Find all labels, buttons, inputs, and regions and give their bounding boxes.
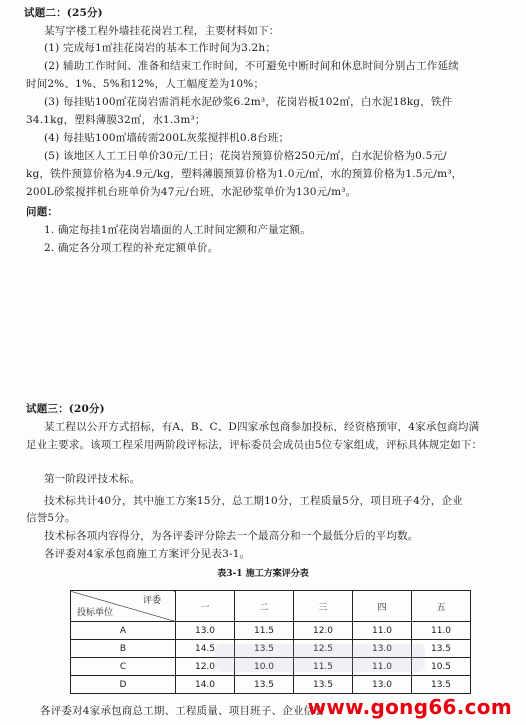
score-cell: 14.5 <box>176 640 235 658</box>
question3-title: 试题三：(20分) <box>26 403 105 415</box>
score-cell: 13.0 <box>353 676 412 694</box>
score-cell: 10.5 <box>412 658 471 676</box>
questions-label: 问题： <box>26 206 59 218</box>
question2-item-4: (4) 每挂贴100㎡墙砖需200L灰浆搅拌机0.8台班； <box>44 132 290 144</box>
corner-label-judges: 评委 <box>142 596 161 606</box>
question-1: 1. 确定每挂1㎡花岗岩墙面的人工时间定额和产量定额。 <box>44 224 311 236</box>
table-row <box>71 622 471 640</box>
row-unit: A <box>71 622 176 640</box>
score-cell: 12.5 <box>294 640 353 658</box>
question3-body-7: 各评委对4家承包商施工方案评分见表3-1。 <box>44 548 251 560</box>
column-header-1: 一 <box>176 591 235 622</box>
question2-item-3-cont: 34.1kg，塑料薄膜32㎡，水1.3m³； <box>26 114 206 126</box>
table-corner-cell <box>71 591 176 622</box>
score-cell: 11.0 <box>353 622 412 640</box>
score-cell: 13.5 <box>235 676 294 694</box>
column-header-3: 三 <box>294 591 353 622</box>
score-cell: 11.0 <box>353 658 412 676</box>
question2-item-2: (2) 辅助工作时间、准备和结束工作时间，不可避免中断时间和休息时间分别占工作延续 <box>44 60 459 72</box>
question3-stage-1: 第一阶段评技术标。 <box>44 473 141 485</box>
score-cell: 13.5 <box>235 640 294 658</box>
score-cell: 12.0 <box>294 622 353 640</box>
column-header-2: 二 <box>235 591 294 622</box>
score-cell: 13.0 <box>353 640 412 658</box>
question2-item-2-cont: 时间2%、1%、5%和12%，人工幅度差为10%； <box>26 78 265 90</box>
table-caption: 表3-1 施工方案评分表 <box>217 569 309 579</box>
question2-item-5-cont-2: 200L砂浆搅拌机台班单价为47元/台班，水泥砂浆单价为130元/m³。 <box>26 186 357 198</box>
score-table <box>70 590 471 694</box>
question2-item-5: (5) 该地区人工工日单价30元/工日；花岗岩预算价格250元/㎡，白水泥价格为0.5元/ <box>44 150 447 162</box>
row-unit: C <box>71 658 176 676</box>
question3-body-4: 技术标共计40分，其中施工方案15分，总工期10分，工程质量5分，项目班子4分，企业 <box>44 495 463 507</box>
faint-watermark-logo <box>215 644 425 672</box>
score-cell: 12.0 <box>176 658 235 676</box>
table-header-row <box>71 591 471 622</box>
question3-body-1: 某工程以公开方式招标，有A、B、C、D四家承包商参加投标，经资格预审，4家承包商均满 <box>44 421 480 433</box>
question-2: 2. 确定各分项工程的补充定额单价。 <box>44 242 219 254</box>
score-cell: 13.5 <box>412 640 471 658</box>
question2-intro: 某写字楼工程外墙挂花岗岩工程，主要材料如下： <box>44 25 280 37</box>
question3-body-6: 技术标各项内容得分，为各评委评分除去一个最高分和一个最低分后的平均数。 <box>44 530 419 542</box>
column-header-4: 四 <box>353 591 412 622</box>
question3-body-2: 足业主要求。该项工程采用两阶段评标法，评标委员会成员由5位专家组成，评标具体规定如下： <box>26 439 483 451</box>
corner-label-bidders: 投标单位 <box>77 608 114 618</box>
question2-title: 试题二：(25分) <box>24 7 103 19</box>
score-cell: 13.5 <box>412 676 471 694</box>
question2-item-5-cont-1: kg，铁件预算价格为4.9元/kg，塑料薄膜预算价格为1.0元/㎡，水的预算价格为1.5元/m³， <box>26 168 463 180</box>
table-row <box>71 676 471 694</box>
score-cell: 14.0 <box>176 676 235 694</box>
question3-body-5: 信誉5分。 <box>26 512 76 524</box>
row-unit: B <box>71 640 176 658</box>
row-unit: D <box>71 676 176 694</box>
question3-trailing-line: 各评委对4家承包商总工期、工程质量、项目班子、企业信誉 <box>40 705 326 717</box>
question2-item-3: (3) 每挂贴100㎡花岗岩需消耗水泥砂浆6.2m³，花岗岩板102㎡，白水泥18kg，铁件 <box>44 96 453 108</box>
score-cell: 13.5 <box>294 676 353 694</box>
question2-item-1: (1) 完成每1㎡挂花岗岩的基本工作时间为3.2h； <box>44 42 277 54</box>
score-cell: 10.0 <box>235 658 294 676</box>
score-cell: 11.5 <box>235 622 294 640</box>
score-cell: 11.0 <box>412 622 471 640</box>
score-cell: 13.0 <box>176 622 235 640</box>
site-watermark: www.gong66.com <box>307 695 512 719</box>
column-header-5: 五 <box>412 591 471 622</box>
score-cell: 11.5 <box>294 658 353 676</box>
